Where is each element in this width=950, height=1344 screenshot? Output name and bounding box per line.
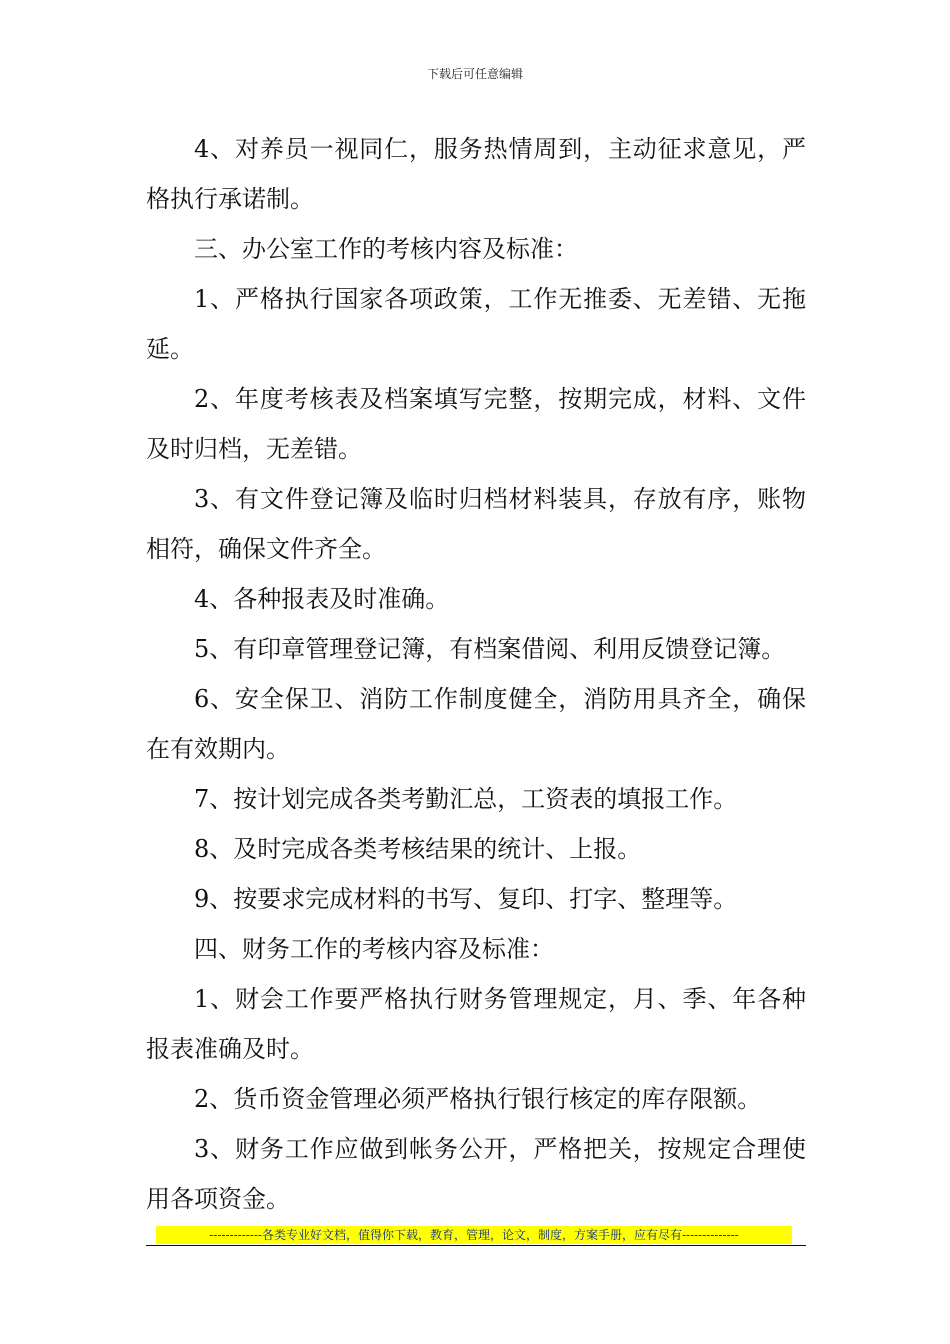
paragraph-5: 3、有文件登记簿及临时归档材料装具，存放有序，账物相符，确保文件齐全。 — [146, 485, 806, 563]
paragraph-9: 7、按计划完成各类考勤汇总，工资表的填报工作。 — [194, 785, 738, 813]
paragraph-10: 8、及时完成各类考核结果的统计、上报。 — [194, 835, 642, 863]
paragraph-15: 3、财务工作应做到帐务公开，严格把关，按规定合理使用各项资金。 — [146, 1135, 806, 1213]
paragraph-4: 2、年度考核表及档案填写完整，按期完成，材料、文件及时归档，无差错。 — [146, 385, 806, 463]
section-heading-finance: 四、财务工作的考核内容及标准： — [194, 935, 554, 963]
paragraph-6: 4、各种报表及时准确。 — [194, 585, 450, 613]
footer-divider — [146, 1245, 806, 1246]
paragraph-1: 4、对养员一视同仁，服务热情周到，主动征求意见，严格执行承诺制。 — [146, 135, 806, 213]
paragraph-11: 9、按要求完成材料的书写、复印、打字、整理等。 — [194, 885, 738, 913]
footer-banner: -------------各类专业好文档，值得你下载，教育，管理，论文，制度，方案手册，应有尽有-------------- — [156, 1226, 792, 1244]
paragraph-13: 1、财会工作要严格执行财务管理规定，月、季、年各种报表准确及时。 — [146, 985, 806, 1063]
section-heading-office: 三、办公室工作的考核内容及标准： — [194, 235, 578, 263]
document-body — [146, 124, 806, 1224]
paragraph-3: 1、严格执行国家各项政策，工作无推委、无差错、无拖延。 — [146, 285, 806, 363]
paragraph-14: 2、货币资金管理必须严格执行银行核定的库存限额。 — [194, 1085, 762, 1113]
paragraph-7: 5、有印章管理登记簿，有档案借阅、利用反馈登记簿。 — [194, 635, 786, 663]
paragraph-8: 6、安全保卫、消防工作制度健全，消防用具齐全，确保在有效期内。 — [146, 685, 806, 763]
page-header: 下载后可任意编辑 — [426, 67, 523, 81]
